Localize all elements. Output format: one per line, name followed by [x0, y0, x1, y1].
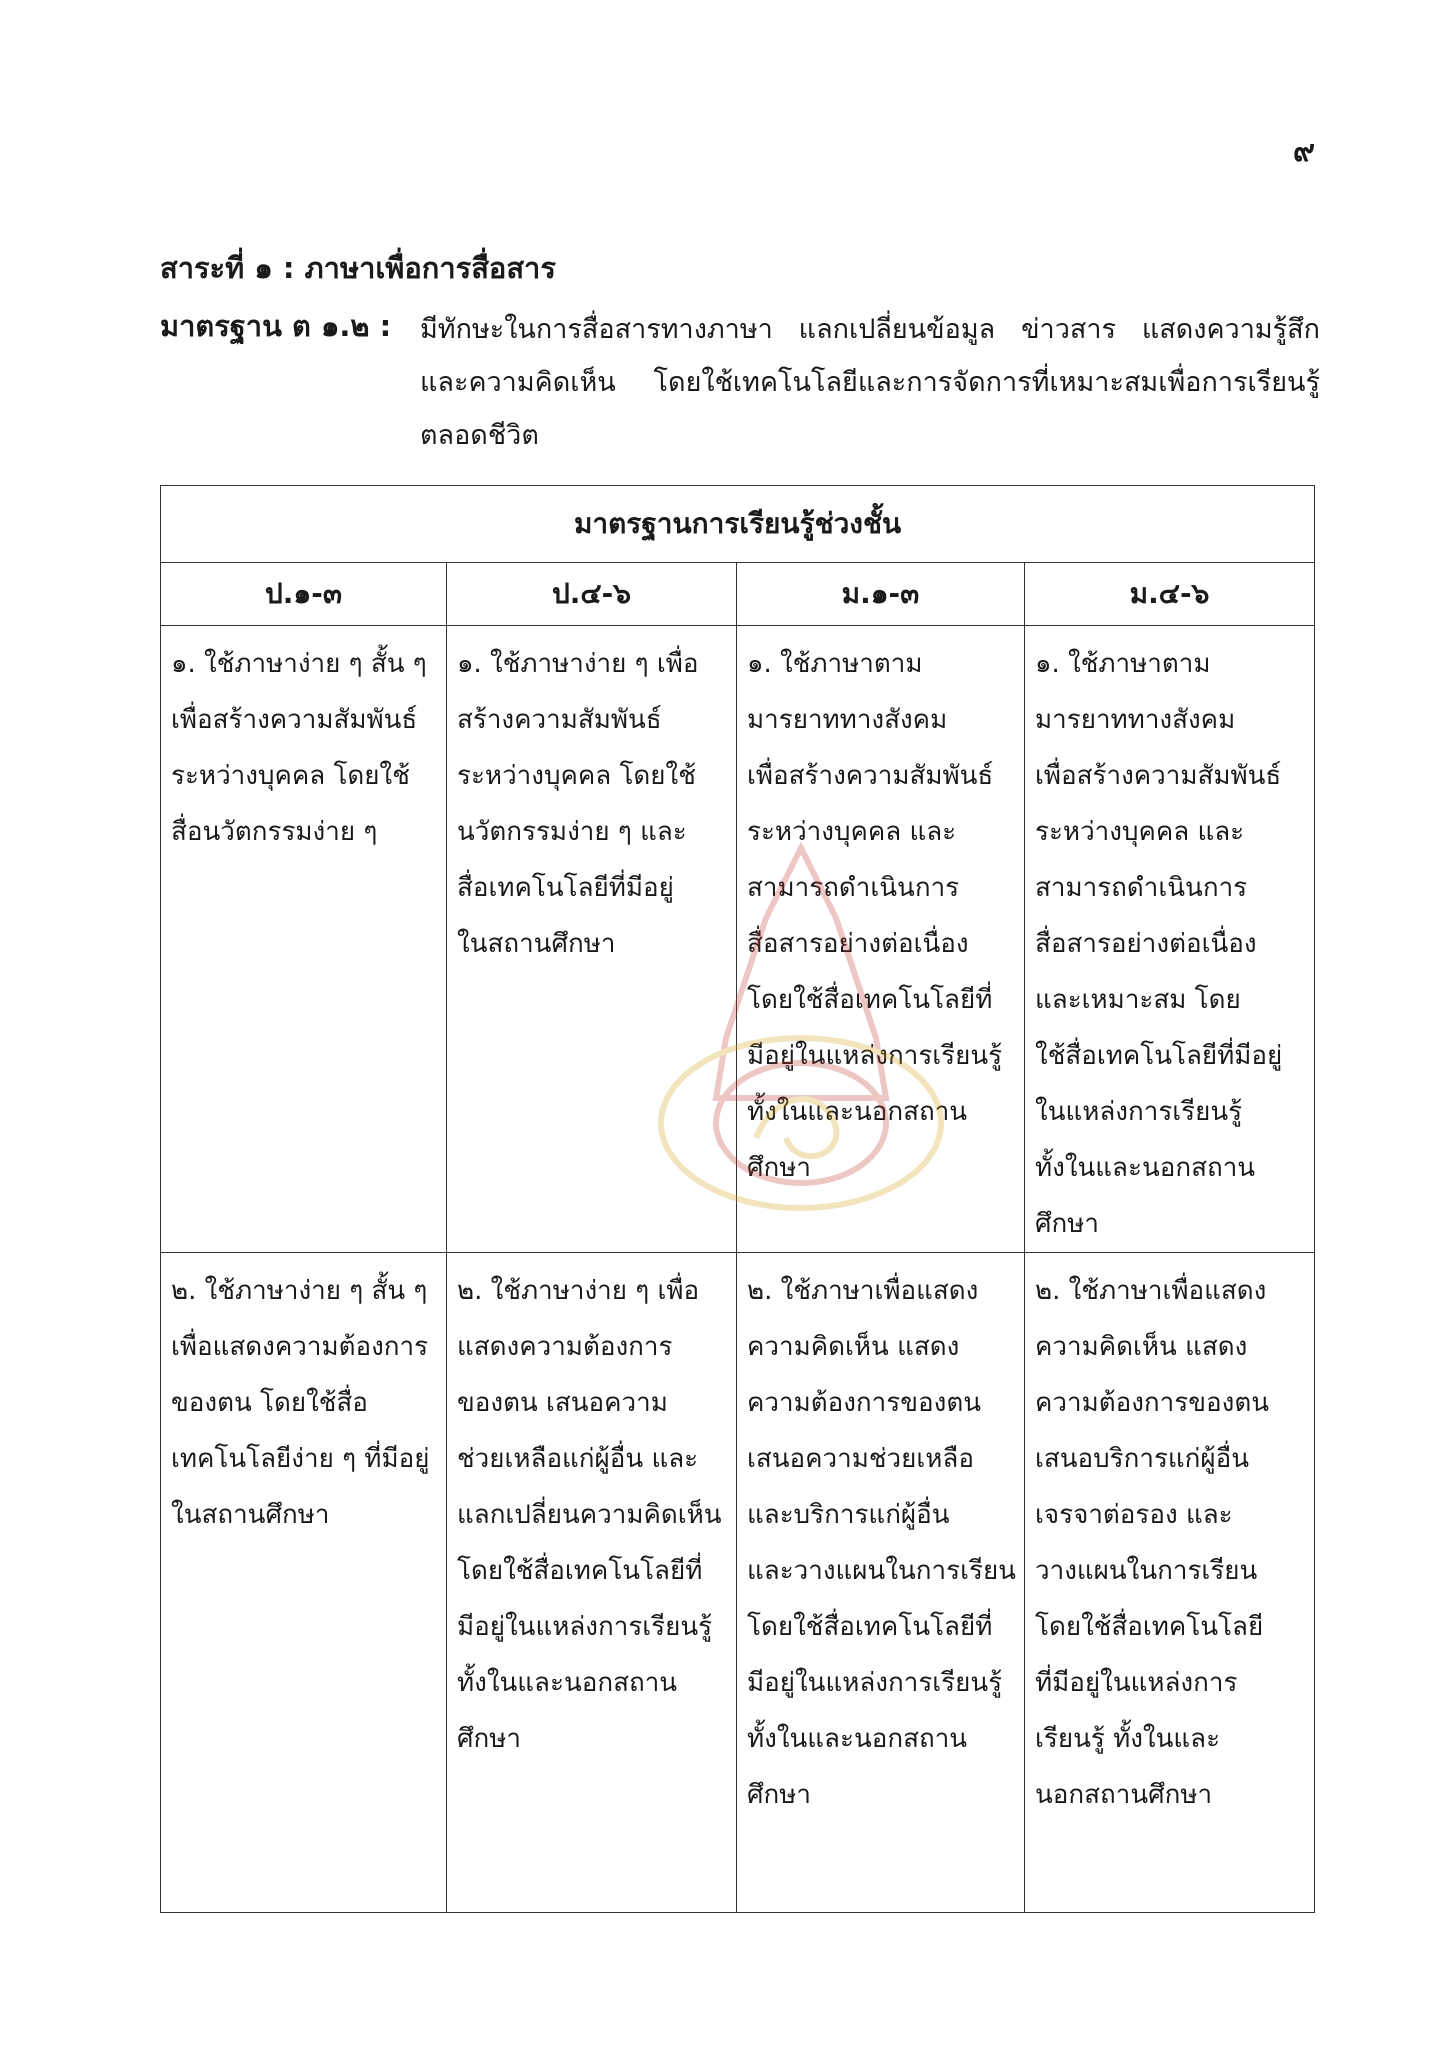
standard-line: ตลอดชีวิต — [420, 420, 539, 451]
cell-line: เสนอความช่วยเหลือ — [747, 1444, 974, 1474]
cell-line: ระหว่างบุคคล โดยใช้ — [171, 761, 410, 791]
cell-line: มีอยู่ในแหล่งการเรียนรู้ — [457, 1612, 713, 1642]
cell-line: เพื่อสร้างความสัมพันธ์ — [747, 761, 994, 791]
standard-line: และความคิดเห็น โดยใช้เทคโนโลยีและการจัดการที่เหมาะสมเพื่อการเรียนรู้ — [420, 367, 1320, 398]
cell-line: ๒. ใช้ภาษาเพื่อแสดง — [1035, 1276, 1267, 1306]
cell-line: สร้างความสัมพันธ์ — [457, 705, 662, 735]
cell-line: วางแผนในการเรียน — [1035, 1556, 1258, 1586]
cell-line: สื่อสารอย่างต่อเนื่อง — [747, 929, 969, 959]
cell-line: ๒. ใช้ภาษาง่าย ๆ เพื่อ — [457, 1276, 700, 1306]
table-cell — [447, 1253, 737, 1913]
cell-line: และบริการแก่ผู้อื่น — [747, 1500, 950, 1530]
cell-line: ศึกษา — [747, 1780, 811, 1810]
cell-line: เสนอบริการแก่ผู้อื่น — [1035, 1444, 1250, 1474]
cell-line: ศึกษา — [457, 1724, 521, 1754]
strand-heading: สาระที่ ๑ : ภาษาเพื่อการสื่อสาร — [160, 251, 556, 285]
cell-line: เจรจาต่อรอง และ — [1035, 1500, 1233, 1530]
cell-line: มารยาททางสังคม — [1035, 705, 1236, 735]
cell-line: ทั้งในและนอกสถาน — [747, 1724, 968, 1754]
cell-line: สื่อเทคโนโลยีที่มีอยู่ — [457, 873, 674, 903]
cell-line: ความคิดเห็น แสดง — [1035, 1332, 1248, 1362]
cell-line: โดยใช้สื่อเทคโนโลยีที่ — [457, 1556, 703, 1586]
cell-line: สื่อนวัตกรรมง่าย ๆ — [171, 817, 378, 847]
cell-line: ความคิดเห็น แสดง — [747, 1332, 960, 1362]
cell-line: โดยใช้สื่อเทคโนโลยีที่ — [747, 985, 993, 1015]
cell-line: ๑. ใช้ภาษาง่าย ๆ เพื่อ — [457, 649, 699, 679]
cell-line: ๒. ใช้ภาษาง่าย ๆ สั้น ๆ — [171, 1276, 428, 1306]
cell-line: มีอยู่ในแหล่งการเรียนรู้ — [747, 1668, 1003, 1698]
cell-line: ใช้สื่อเทคโนโลยีที่มีอยู่ — [1035, 1041, 1283, 1071]
cell-line: ของตน เสนอความ — [457, 1388, 668, 1418]
cell-line: ในแหล่งการเรียนรู้ — [1035, 1097, 1243, 1127]
cell-line: แลกเปลี่ยนความคิดเห็น — [457, 1500, 722, 1530]
table-row — [161, 626, 1315, 1253]
cell-line: ระหว่างบุคคล และ — [1035, 817, 1245, 847]
cell-line: และวางแผนในการเรียน — [747, 1556, 1016, 1586]
cell-line: มีอยู่ในแหล่งการเรียนรู้ — [747, 1041, 1003, 1071]
cell-line: สื่อสารอย่างต่อเนื่อง — [1035, 929, 1257, 959]
cell-line: เพื่อสร้างความสัมพันธ์ — [1035, 761, 1282, 791]
table-title: มาตรฐานการเรียนรู้ช่วงชั้น — [161, 486, 1315, 563]
cell-line: ทั้งในและนอกสถาน — [457, 1668, 678, 1698]
learning-standards-table — [160, 485, 1315, 1913]
cell-line: ในสถานศึกษา — [171, 1500, 330, 1530]
cell-line: แสดงความต้องการ — [457, 1332, 673, 1362]
table-cell — [1025, 1253, 1315, 1913]
cell-line: เพื่อแสดงความต้องการ — [171, 1332, 429, 1362]
cell-line: ความต้องการของตน — [747, 1388, 981, 1418]
cell-line: เทคโนโลยีง่าย ๆ ที่มีอยู่ — [171, 1444, 430, 1474]
cell-line: ๑. ใช้ภาษาง่าย ๆ สั้น ๆ — [171, 649, 427, 679]
table-cell — [161, 1253, 447, 1913]
table-cell — [447, 626, 737, 1253]
column-header-m1-3: ม.๑-๓ — [737, 563, 1025, 626]
cell-line: ที่มีอยู่ในแหล่งการ — [1035, 1668, 1238, 1698]
cell-line: สามารถดำเนินการ — [1035, 873, 1248, 903]
cell-line: ๒. ใช้ภาษาเพื่อแสดง — [747, 1276, 979, 1306]
column-header-p4-6: ป.๔-๖ — [447, 563, 737, 626]
cell-line: ระหว่างบุคคล โดยใช้ — [457, 761, 696, 791]
cell-line: โดยใช้สื่อเทคโนโลยี — [1035, 1612, 1264, 1642]
cell-line: นวัตกรรมง่าย ๆ และ — [457, 817, 687, 847]
cell-line: ๑. ใช้ภาษาตาม — [747, 649, 923, 679]
table-cell — [161, 626, 447, 1253]
table-cell — [1025, 626, 1315, 1253]
cell-line: ช่วยเหลือแก่ผู้อื่น และ — [457, 1444, 699, 1474]
cell-line: และเหมาะสม โดย — [1035, 985, 1241, 1015]
cell-line: ทั้งในและนอกสถาน — [1035, 1153, 1256, 1183]
cell-line: ทั้งในและนอกสถาน — [747, 1097, 968, 1127]
table-cell — [737, 626, 1025, 1253]
cell-line: ศึกษา — [1035, 1209, 1099, 1239]
column-header-p1-3: ป.๑-๓ — [161, 563, 447, 626]
cell-line: ของตน โดยใช้สื่อ — [171, 1388, 368, 1418]
cell-line: ในสถานศึกษา — [457, 929, 616, 959]
page-number: ๙ — [1293, 134, 1315, 169]
standard-label: มาตรฐาน ต ๑.๒ : — [160, 309, 392, 343]
cell-line: เพื่อสร้างความสัมพันธ์ — [171, 705, 418, 735]
cell-line: นอกสถานศึกษา — [1035, 1780, 1213, 1810]
cell-line: ๑. ใช้ภาษาตาม — [1035, 649, 1211, 679]
cell-line: ศึกษา — [747, 1153, 811, 1183]
table-row — [161, 1253, 1315, 1913]
cell-line: ความต้องการของตน — [1035, 1388, 1269, 1418]
cell-line: มารยาททางสังคม — [747, 705, 948, 735]
cell-line: สามารถดำเนินการ — [747, 873, 960, 903]
standard-line: มีทักษะในการสื่อสารทางภาษา แลกเปลี่ยนข้อมูล ข่าวสาร แสดงความรู้สึก — [420, 314, 1320, 345]
standard-description — [420, 303, 1320, 462]
column-header-m4-6: ม.๔-๖ — [1025, 563, 1315, 626]
cell-line: โดยใช้สื่อเทคโนโลยีที่ — [747, 1612, 993, 1642]
cell-line: ระหว่างบุคคล และ — [747, 817, 957, 847]
table-cell — [737, 1253, 1025, 1913]
cell-line: เรียนรู้ ทั้งในและ — [1035, 1724, 1221, 1754]
